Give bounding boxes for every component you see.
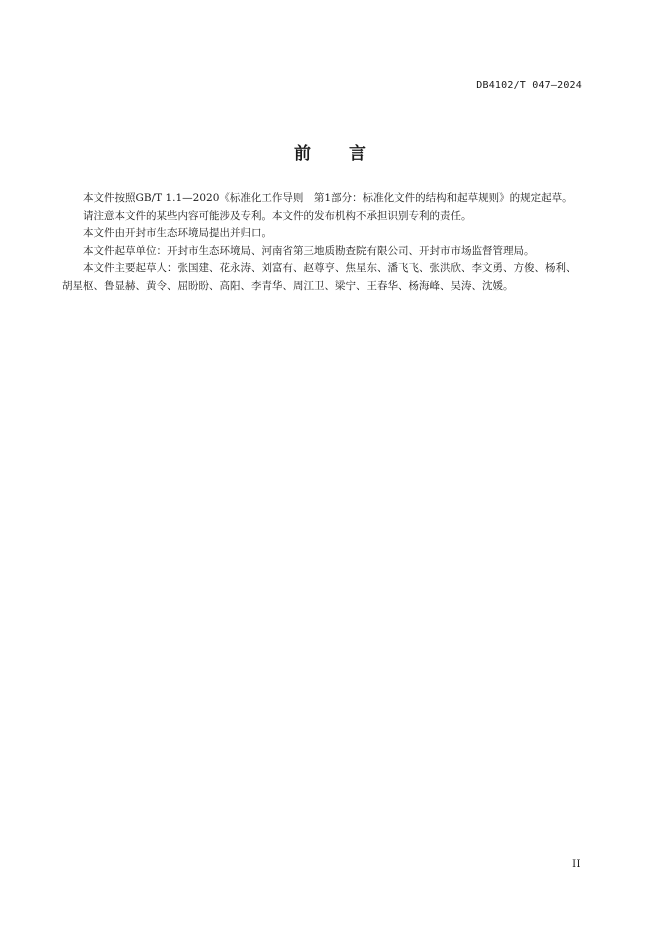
title-char-1: 前 — [294, 144, 313, 164]
page-number: II — [572, 859, 581, 870]
paragraph-proposer: 本文件由开封市生态环境局提出并归口。 — [83, 227, 272, 240]
paragraph-drafting-units: 本文件起草单位：开封市生态环境局、河南省第三地质勘查院有限公司、开封市市场监督管理局。 — [83, 244, 535, 257]
paragraph-patent-notice: 请注意本文件的某些内容可能涉及专利。本文件的发布机构不承担识别专利的责任。 — [83, 209, 472, 222]
foreword-body — [62, 190, 584, 296]
page-title — [0, 139, 662, 164]
title-char-2: 言 — [349, 144, 368, 164]
paragraph-drafters: 本文件主要起草人：张国建、花永涛、刘富有、赵尊亨、焦星东、潘飞飞、张洪欣、李文勇、方俊、杨利、胡星枢、鲁显赫、黄令、屈盼盼、高阳、李青华、周江卫、梁宁、王春华、杨海峰、吴涛、沈媛。 — [62, 262, 577, 292]
paragraph-drafting-rules: 本文件按照GB/T 1.1—2020《标准化工作导则 第1部分：标准化文件的结构和起草规则》的规定起草。 — [83, 192, 573, 204]
standard-code: DB4102/T 047—2024 — [476, 80, 582, 91]
